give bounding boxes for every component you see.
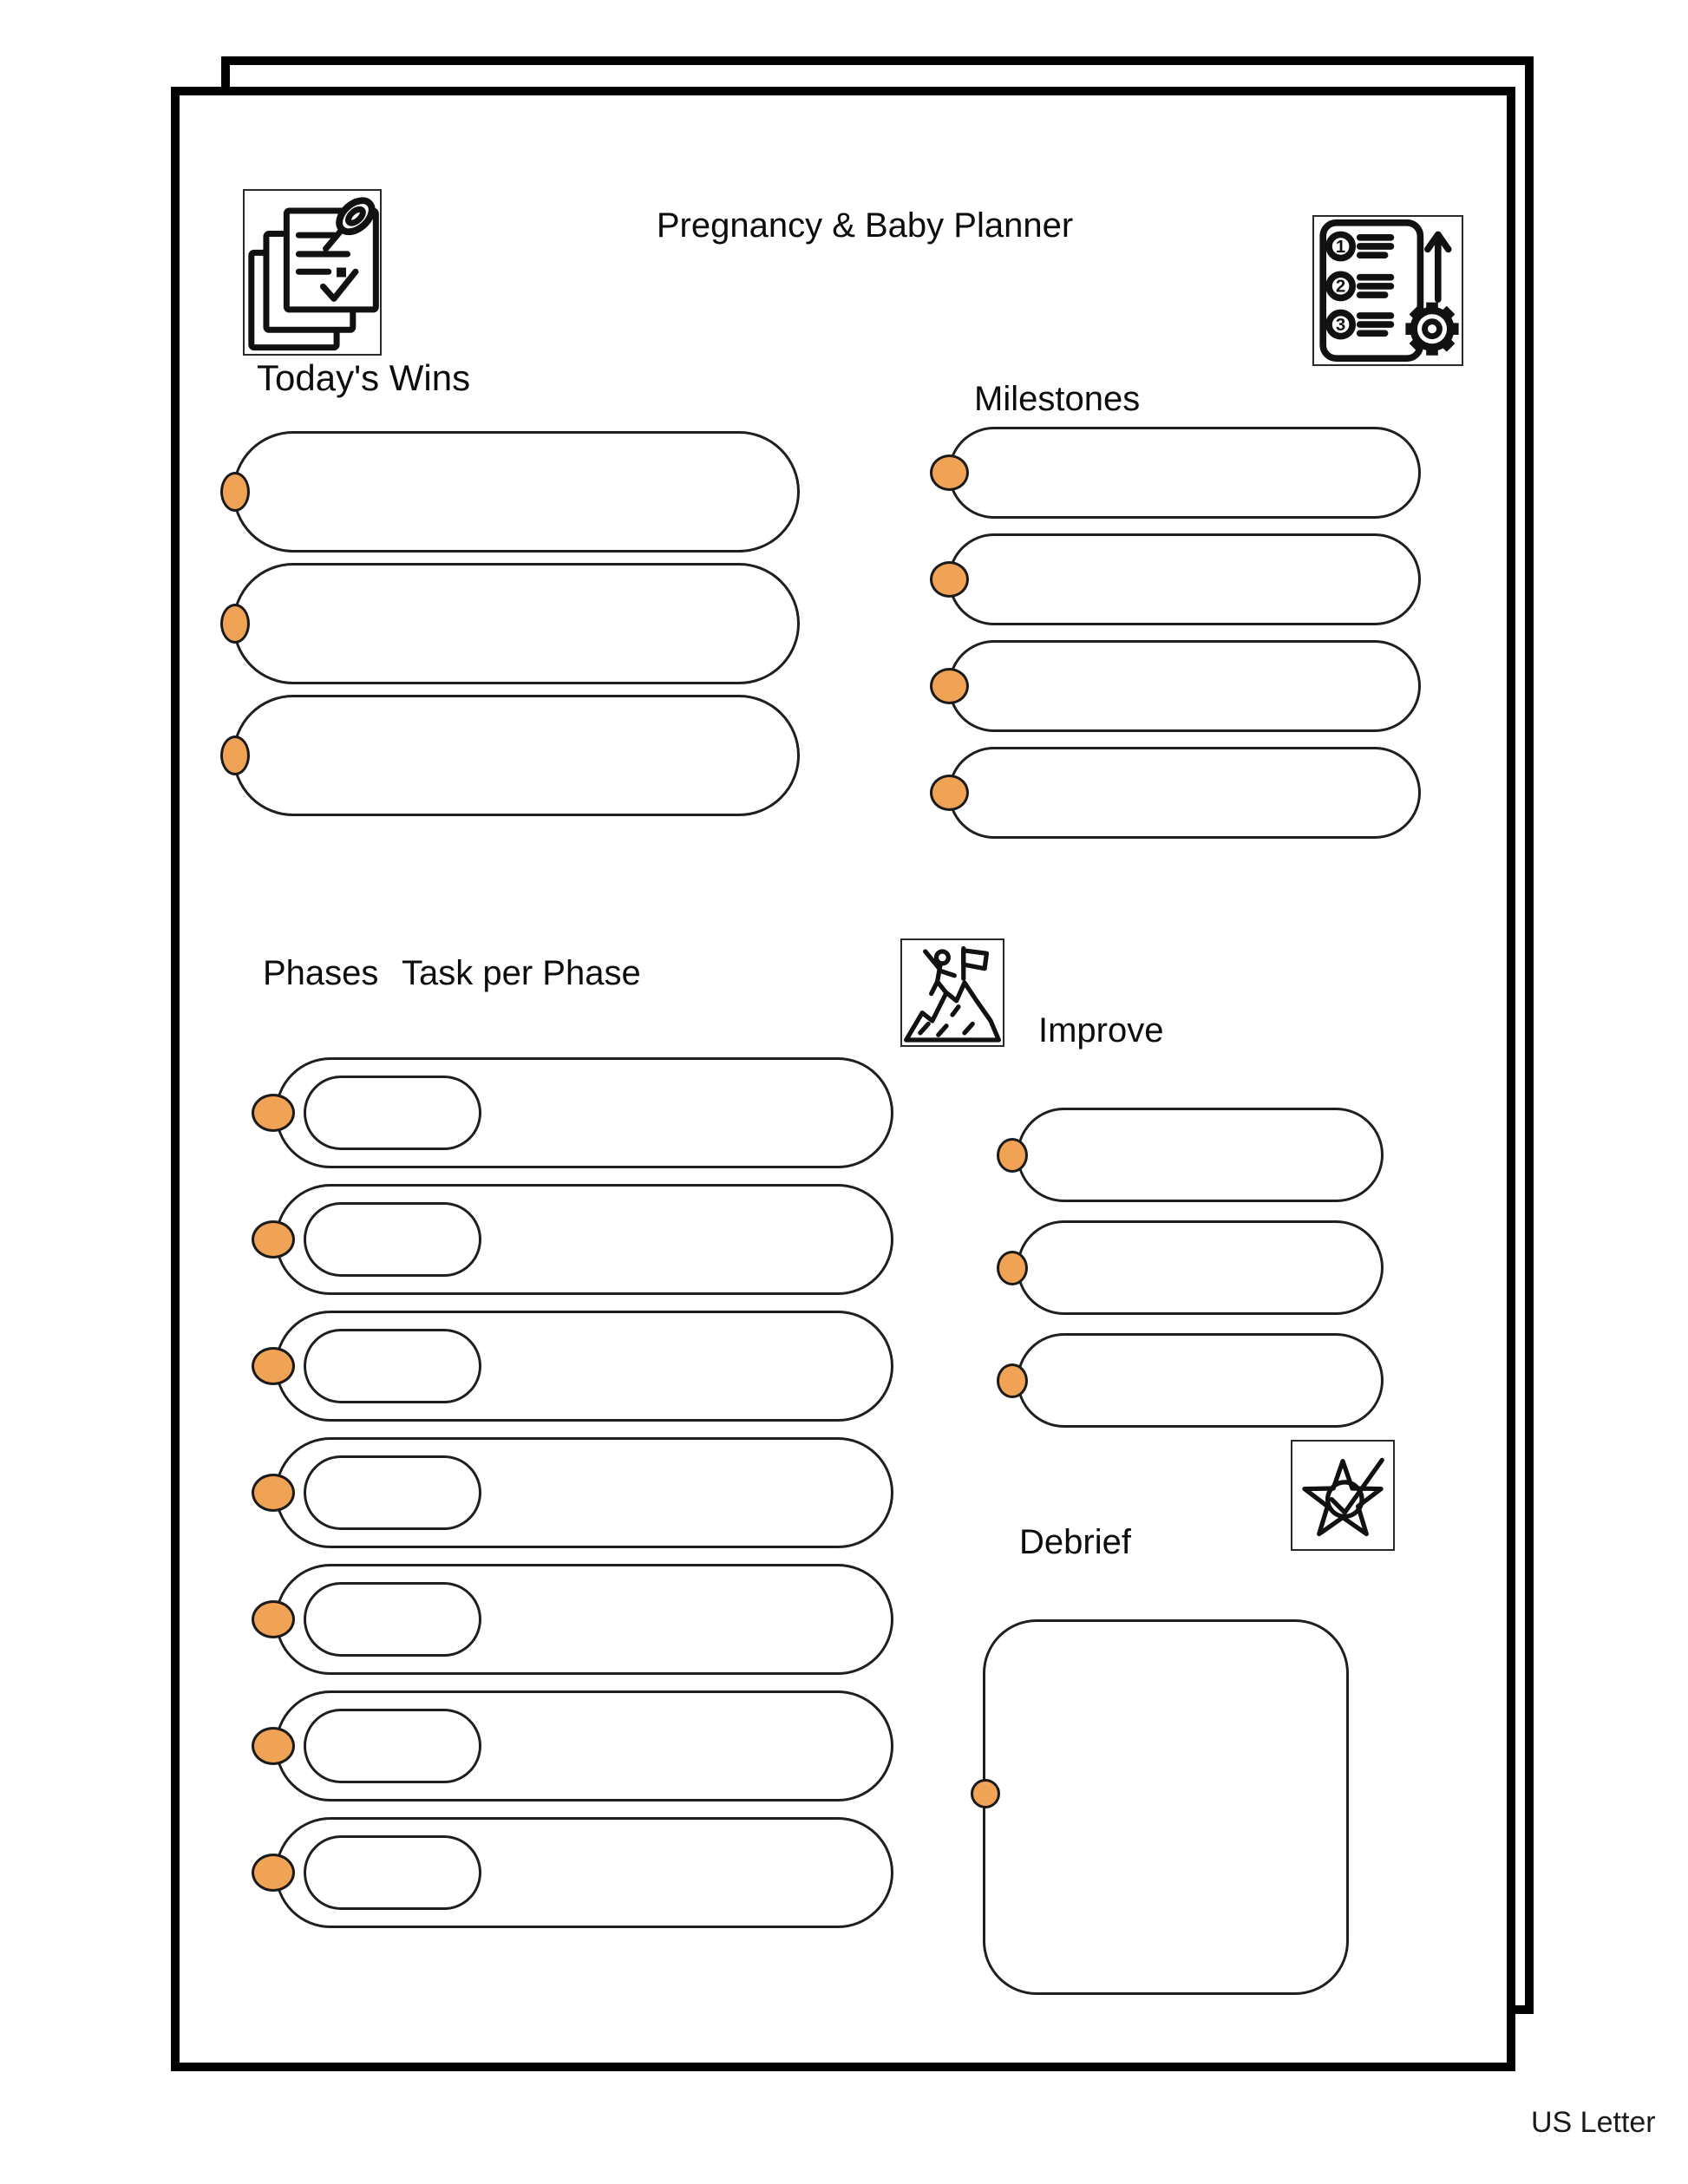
- bullet-dot: [220, 736, 250, 775]
- phase-tasks-field[interactable]: [275, 1437, 893, 1548]
- bullet-dot: [930, 454, 969, 491]
- milestones-list: [948, 427, 1421, 839]
- milestone-slot[interactable]: [948, 533, 1421, 625]
- milestone-slot[interactable]: [948, 747, 1421, 839]
- bullet-dot: [930, 561, 969, 598]
- phase-tasks-field[interactable]: [275, 1690, 893, 1801]
- phase-name-field[interactable]: [304, 1709, 481, 1783]
- mountain-summit-flag-icon: [900, 938, 1004, 1047]
- page-title: Pregnancy & Baby Planner: [656, 206, 1074, 245]
- phases-list: [275, 1057, 893, 1928]
- bullet-dot: [252, 1094, 295, 1132]
- bullet-dot: [252, 1600, 295, 1638]
- improve-slot[interactable]: [1017, 1108, 1384, 1202]
- phase-name-field[interactable]: [304, 1835, 481, 1910]
- bullet-dot: [997, 1138, 1028, 1173]
- bullet-dot: [220, 604, 250, 644]
- bullet-dot: [930, 775, 969, 811]
- phases-label: Phases: [263, 954, 379, 992]
- star-check-icon: [1291, 1440, 1395, 1551]
- bullet-dot: [252, 1347, 295, 1385]
- milestones-label: Milestones: [974, 380, 1141, 418]
- phase-tasks-field[interactable]: [275, 1564, 893, 1675]
- debrief-field[interactable]: [983, 1619, 1349, 1995]
- phase-name-field[interactable]: [304, 1455, 481, 1530]
- improve-slot[interactable]: [1017, 1333, 1384, 1428]
- phase-name-field[interactable]: [304, 1202, 481, 1277]
- improve-label: Improve: [1038, 1011, 1164, 1049]
- bullet-dot: [930, 668, 969, 704]
- debrief-label: Debrief: [1019, 1523, 1131, 1561]
- todays-wins-slot[interactable]: [232, 563, 800, 684]
- step-number-1: 1: [1335, 237, 1346, 257]
- bullet-dot: [252, 1220, 295, 1259]
- milestone-slot[interactable]: [948, 427, 1421, 519]
- improve-list: [1017, 1108, 1384, 1428]
- gear-glyph: [1405, 303, 1458, 356]
- phase-tasks-field[interactable]: [275, 1057, 893, 1168]
- numbered-steps-gear-icon: [1312, 215, 1463, 366]
- todays-wins-slot[interactable]: [232, 695, 800, 816]
- bullet-dot: [220, 472, 250, 512]
- todays-wins-list: [232, 431, 800, 816]
- bullet-dot: [997, 1363, 1028, 1398]
- improve-slot[interactable]: [1017, 1220, 1384, 1315]
- phase-tasks-field[interactable]: [275, 1311, 893, 1422]
- bullet-dot: [971, 1779, 1000, 1808]
- bullet-dot: [252, 1727, 295, 1765]
- numbered-steps-gear-icon-graphic: [1314, 217, 1462, 364]
- phase-name-field[interactable]: [304, 1076, 481, 1150]
- phase-name-field[interactable]: [304, 1582, 481, 1657]
- step-number-3: 3: [1335, 315, 1346, 335]
- bullet-dot: [252, 1474, 295, 1512]
- todays-wins-label: Today's Wins: [257, 357, 471, 398]
- milestone-slot[interactable]: [948, 640, 1421, 732]
- paper-size-label: US Letter: [1531, 2106, 1656, 2139]
- phase-name-field[interactable]: [304, 1329, 481, 1403]
- bullet-dot: [252, 1854, 295, 1892]
- star-check-icon-graphic: [1292, 1442, 1393, 1549]
- pinned-notes-checklist-icon: [243, 189, 382, 356]
- step-number-2: 2: [1335, 277, 1346, 297]
- pinned-notes-checklist-icon-graphic: [245, 191, 380, 354]
- bullet-dot: [997, 1251, 1028, 1285]
- mountain-summit-flag-icon-graphic: [902, 940, 1003, 1045]
- phase-tasks-field[interactable]: [275, 1817, 893, 1928]
- task-per-phase-label: Task per Phase: [402, 954, 641, 992]
- phase-tasks-field[interactable]: [275, 1184, 893, 1295]
- todays-wins-slot[interactable]: [232, 431, 800, 553]
